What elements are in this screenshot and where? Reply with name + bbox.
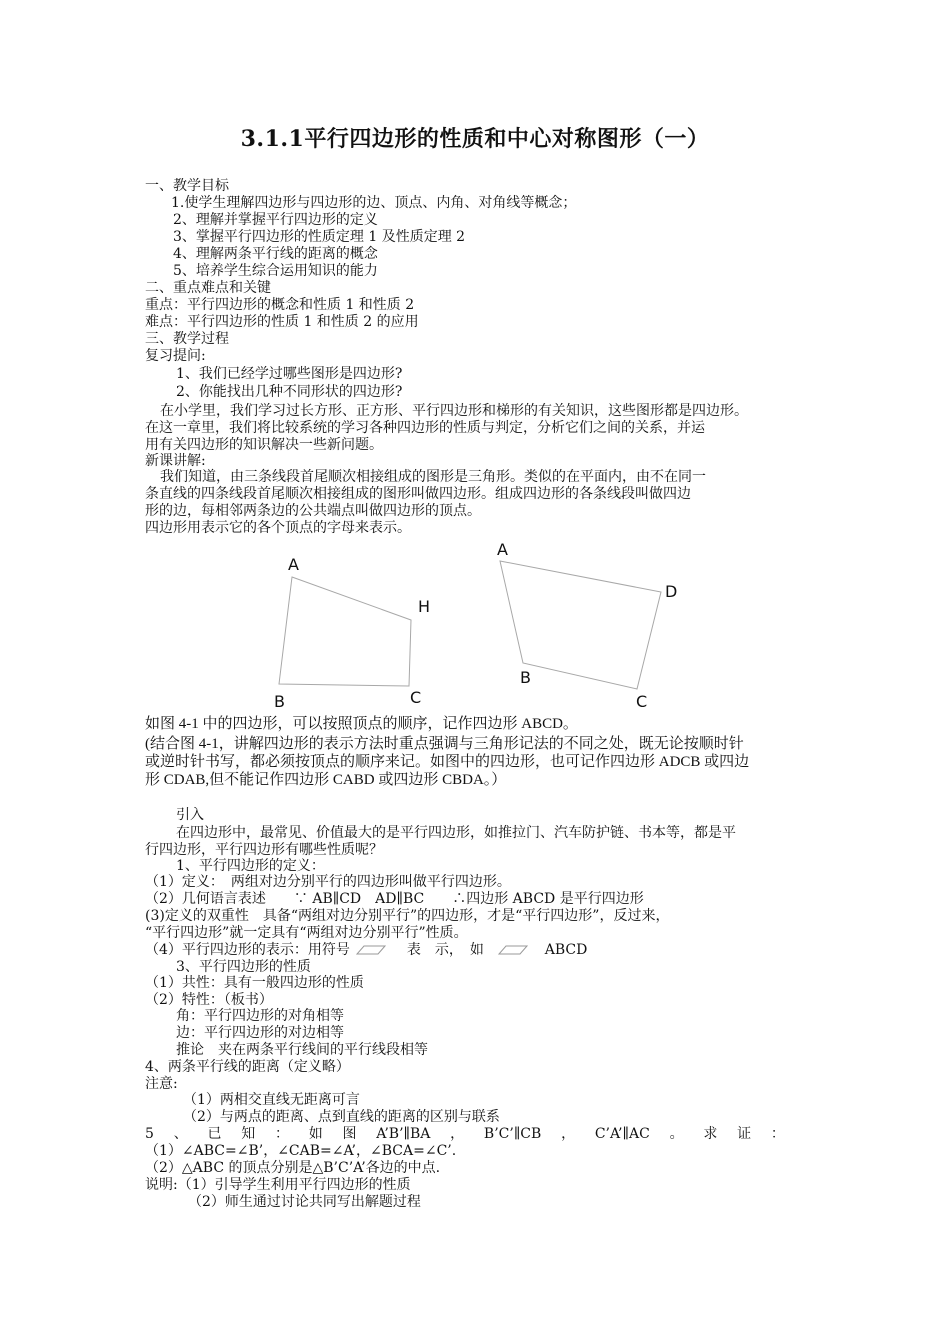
text-line: 形 CDAB,但不能记作四边形 CABD 或四边形 CBDA。） <box>145 772 507 788</box>
notation-line <box>145 942 587 959</box>
section-heading: 二、重点难点和关键 <box>145 280 271 296</box>
paragraph-line: 形的边，每相邻两条边的公共端点叫做四边形的顶点。 <box>145 503 481 519</box>
problem-token: 知 <box>241 1126 256 1142</box>
section-heading: 三、教学过程 <box>145 331 229 347</box>
document-title: 3.1.1平行四边形的性质和中心对称图形（一） <box>240 126 710 152</box>
text-line: 5、培养学生综合运用知识的能力 <box>173 263 378 279</box>
section-heading: 一、教学目标 <box>145 178 229 194</box>
paragraph-line: 用有关四边形的知识解决一些新问题。 <box>145 437 383 453</box>
text-line: 重点：平行四边形的概念和性质 1 和性质 2 <box>145 297 415 313</box>
text-line: 说明:（1）引导学生利用平行四边形的性质 <box>145 1177 411 1193</box>
text-line: 4、两条平行线的距离（定义略） <box>145 1059 350 1075</box>
vertex-label-c: C <box>410 688 422 707</box>
paragraph-line: 在四边形中，最常见、价值最大的是平行四边形，如推拉门、汽车防护链、书本等，都是平 <box>176 825 736 841</box>
quadrilateral-1-shape <box>279 577 411 686</box>
problem-token: 、 <box>173 1126 188 1142</box>
vertex-label-b: B <box>520 668 531 687</box>
text-line: 3、掌握平行四边形的性质定理 1 及性质定理 2 <box>173 229 466 245</box>
text-line: 2、理解并掌握平行四边形的定义 <box>173 212 378 228</box>
notation-text: （4）平行四边形的表示：用符号 <box>145 942 350 958</box>
text-line: (3)定义的双重性 具备“两组对边分别平行”的四边形，才是“平行四边形”，反过来， <box>145 908 670 924</box>
text-line: 2、你能找出几种不同形状的四边形? <box>176 384 403 400</box>
text-line: （1）共性：具有一般四边形的性质 <box>145 975 364 991</box>
text-line: 角：平行四边形的对角相等 <box>176 1008 344 1024</box>
text-line: 边：平行四边形的对边相等 <box>176 1025 344 1041</box>
problem-token: 已 <box>207 1126 222 1142</box>
parallelogram-symbol <box>354 943 388 957</box>
text-line: （2）△ABC 的顶点分别是△B’C’A’各边的中点. <box>145 1160 441 1176</box>
text-line: 4、理解两条平行线的距离的概念 <box>173 246 378 262</box>
problem-line <box>145 1126 785 1143</box>
text-line: 3、平行四边形的性质 <box>176 959 311 975</box>
text-line: （2）几何语言表述 ∵ AB∥CD AD∥BC ∴四边形 ABCD 是平行四边形 <box>145 891 644 907</box>
vertex-label-d: D <box>665 582 678 601</box>
vertex-label-b: B <box>274 692 285 711</box>
problem-token: A’B’∥BA <box>376 1126 431 1142</box>
text-line: (结合图 4-1，讲解四边形的表示方法时重点强调与三角形记法的不同之处，既无论按顺时针 <box>145 736 744 752</box>
paragraph-line: 我们知道，由三条线段首尾顺次相接组成的图形是三角形。类似的在平面内，由不在同一 <box>160 469 706 485</box>
problem-token: 证 <box>737 1126 752 1142</box>
paragraph-line: 行四边形，平行四边形有哪些性质呢？ <box>145 842 383 858</box>
vertex-label-h: H <box>418 597 431 616</box>
problem-token: ， <box>450 1126 465 1142</box>
paragraph-line: 在小学里，我们学习过长方形、正方形、平行四边形和梯形的有关知识，这些图形都是四边形。 <box>160 403 748 419</box>
paragraph-line: 条直线的四条线段首尾顺次相接组成的图形叫做四边形。组成四边形的各条线段叫做四边 <box>145 486 691 502</box>
text-line: 难点：平行四边形的性质 1 和性质 2 的应用 <box>145 314 419 330</box>
problem-token: 。 <box>669 1126 684 1142</box>
vertex-label-a: A <box>497 540 508 559</box>
text-line: 推论 夹在两条平行线间的平行线段相等 <box>176 1042 428 1058</box>
problem-token: 5 <box>145 1126 154 1142</box>
problem-token: C’A’∥AC <box>594 1126 650 1142</box>
text-line: 1、我们已经学过哪些图形是四边形? <box>176 366 403 382</box>
text-line: （2）与两点的距离、点到直线的距离的区别与联系 <box>183 1109 500 1125</box>
problem-token: 图 <box>342 1126 357 1142</box>
text-line: 引入 <box>176 807 204 823</box>
text-line: 1.使学生理解四边形与四边形的边、顶点、内角、对角线等概念； <box>171 195 577 211</box>
notation-text: ABCD <box>544 942 588 958</box>
text-line: 1、平行四边形的定义： <box>176 858 325 874</box>
problem-token: 求 <box>703 1126 718 1142</box>
quadrilateral-1 <box>274 555 430 711</box>
text-line: （2）师生通过讨论共同写出解题过程 <box>188 1194 421 1210</box>
problem-token: ： <box>274 1126 289 1142</box>
problem-token: ， <box>561 1126 576 1142</box>
quadrilateral-2 <box>497 540 677 711</box>
problem-token: 如 <box>308 1126 323 1142</box>
text-line: （1）两相交直线无距离可言 <box>183 1092 360 1108</box>
text-line: 如图 4-1 中的四边形，可以按照顶点的顺序，记作四边形 ABCD。 <box>145 716 578 732</box>
text-line: （2）特性：（板书） <box>145 992 273 1008</box>
text-line: （1）∠ABC=∠B’，∠CAB=∠A’，∠BCA=∠C’. <box>145 1143 457 1159</box>
text-line: （1）定义： 两组对边分别平行的四边形叫做平行四边形。 <box>145 874 511 890</box>
notation-text: 表 示， 如 <box>406 942 484 958</box>
text-line: 复习提问: <box>145 348 206 364</box>
parallelogram-symbol <box>496 943 530 957</box>
text-line: 新课讲解: <box>145 453 206 469</box>
text-line: 四边形用表示它的各个顶点的字母来表示。 <box>145 520 411 536</box>
vertex-label-c: C <box>636 692 648 711</box>
problem-token: B’C’∥CB <box>483 1126 542 1142</box>
text-line: 注意: <box>145 1076 178 1092</box>
text-line: 或逆时针书写，都必须按顶点的顺序来记。如图中的四边形，也可记作四边形 ADCB 或四边 <box>145 754 750 770</box>
problem-token: ： <box>770 1126 785 1142</box>
vertex-label-a: A <box>288 555 299 574</box>
paragraph-line: 在这一章里，我们将比较系统的学习各种四边形的性质与判定，分析它们之间的关系，并运 <box>145 420 705 436</box>
text-line: “平行四边形”就一定具有“两组对边分别平行”性质。 <box>145 925 468 941</box>
